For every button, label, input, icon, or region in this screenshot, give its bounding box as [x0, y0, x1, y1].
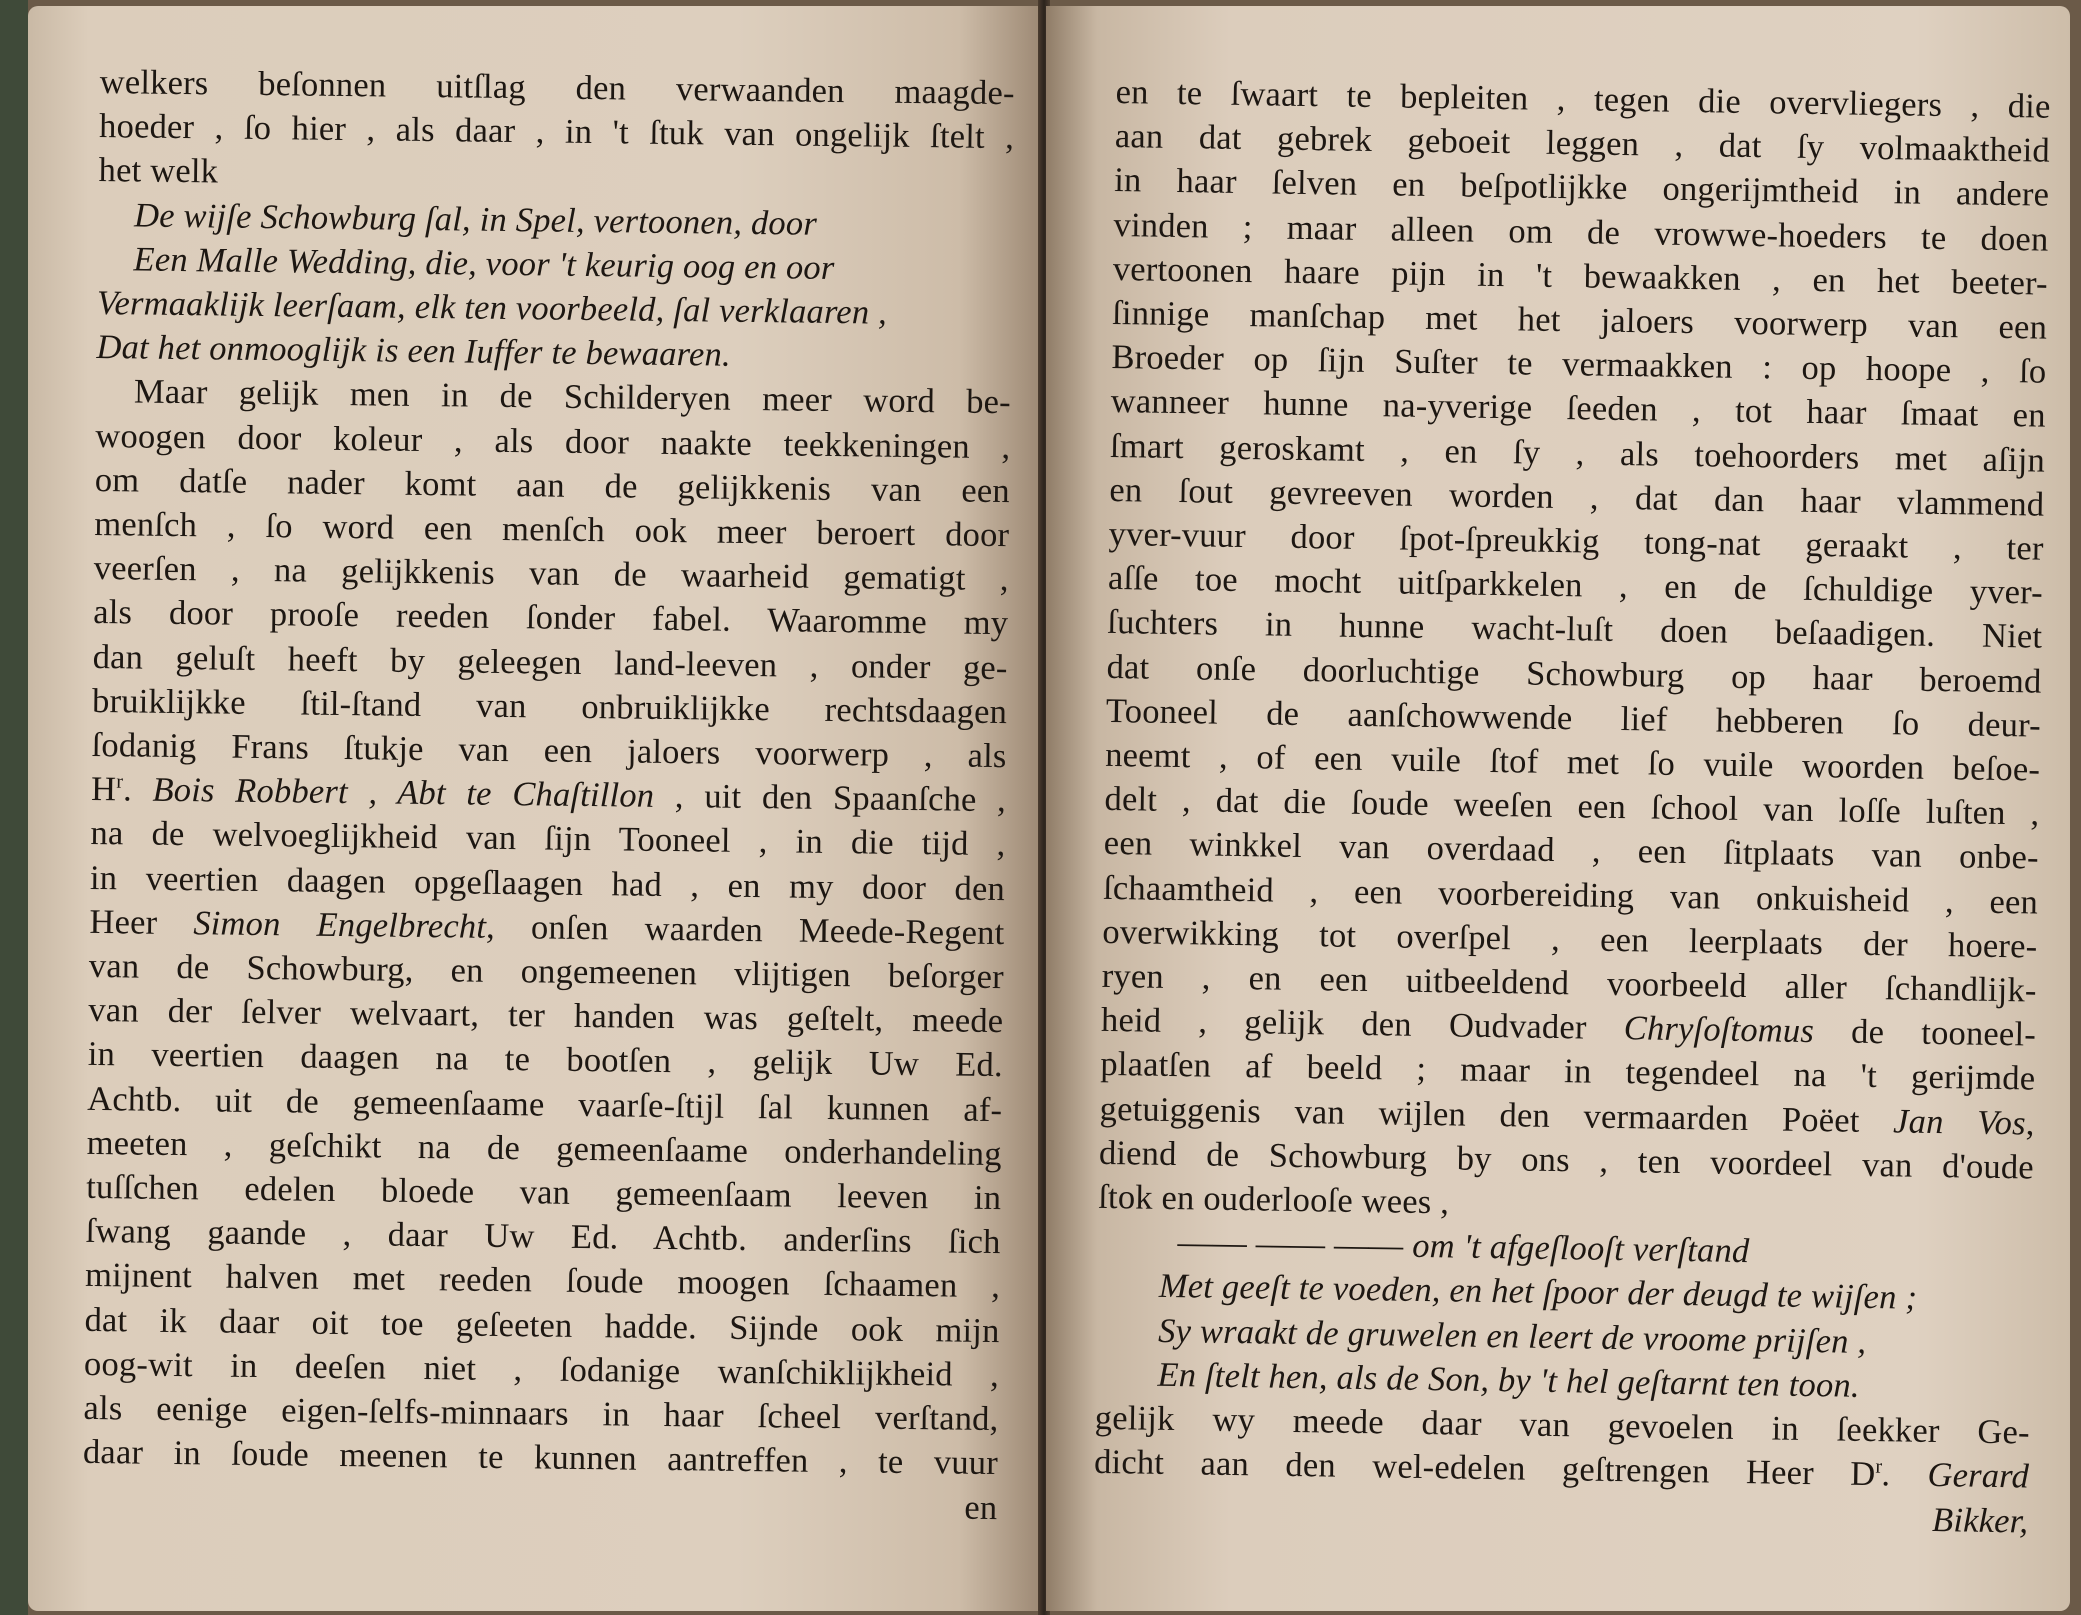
text-line: Heer Simon Engelbrecht, onſen waarden Meede-Regent [89, 902, 1005, 952]
text-line: ſmart geroskamt , en ſy , als toehoorders met aſijn [1109, 426, 2046, 480]
text-line: veerſen , na gelijkkenis van de waarheid gematigt , [93, 549, 1009, 599]
text-line: tuſſchen edelen bloede van gemeenſaam leeven in [85, 1167, 1002, 1218]
text-line: $H^r$. Bois Robbert , Abt te Chaſtillon , uit den Spaanſche , [90, 770, 1007, 820]
open-book [28, 0, 2081, 1615]
left-page-text [82, 60, 1015, 1530]
text-line: hoeder , ſo hier , als daar , in 't ſtuk van ongelijk ſtelt , [98, 107, 1015, 157]
catchword: en [964, 1488, 998, 1527]
right-page [1046, 6, 2070, 1611]
left-page [28, 6, 1040, 1611]
verse-line: En ſtelt hen, als de Son, by 't hel geſtarnt ten toon. [1157, 1355, 1861, 1405]
text-line: Tooneel de aanſchowwende lief hebberen ſo deur- [1105, 691, 2042, 745]
text-line: en te ſwaart te bepleiten , tegen die overvliegers , die [1115, 72, 2051, 126]
text-line: vertoonen haare pijn in 't bewaakken , en het beeter- [1112, 249, 2049, 303]
text-line: als eenige eigen-ſelfs-minnaars in haar ſcheel verſtand, [83, 1388, 999, 1439]
text-line: ſchaamtheid , een voorbereiding van onkuisheid , een [1102, 868, 2039, 922]
text-line: dan geluſt heeft by geleegen land-leeven , onder ge- [92, 637, 1008, 687]
text-line: ſinnige manſchap met het jaloers voorwerp van een [1111, 293, 2048, 347]
text-line: van der ſelver welvaart, ter handen was geſtelt, meede [88, 991, 1004, 1041]
text-line: aan dat gebrek geboeit leggen , dat ſy volmaaktheid [1114, 117, 2051, 170]
text-line: ſwang gaande , daar Uw Ed. Achtb. anderſins ſich [85, 1212, 1001, 1262]
verse-line: Sy wraakt de gruwelen en leert de vroome prijſen , [1157, 1311, 1867, 1361]
verse-line: Met geeſt te voeden, en het ſpoor der deugd te wijſen ; [1158, 1267, 1918, 1318]
text-line: meeten , geſchikt na de gemeenſaame onderhandeling [86, 1123, 1002, 1173]
verse-line: Dat het onmooglijk is een Iuffer te bewaaren. [96, 328, 732, 374]
text-line: ſtok en ouderlooſe wees , [1097, 1177, 1450, 1222]
verse-line: De wijſe Schowburg ſal, in Spel, vertoonen, door [133, 196, 818, 243]
verse-lead-line: —— —— —— om 't afgeſlooſt verſtand [1177, 1223, 1750, 1271]
text-line: wanneer hunne na-yverige ſeeden , tot haar ſmaat en [1110, 382, 2046, 436]
text-line: bruiklijkke ſtil-ſtand van onbruiklijkke rechtsdaagen [91, 681, 1008, 731]
right-page-text [1093, 70, 2051, 1543]
text-line: menſch , ſo word een menſch ook meer beroert door [94, 504, 1010, 555]
text-line: plaatſen af beeld ; maar in tegendeel na 't gerijmde [1100, 1045, 2036, 1099]
text-line: van de Schowburg, en ongemeenen vlijtigen beſorger [88, 946, 1005, 997]
text-line: diend de Schowburg by ons , ten voordeel van d'oude [1098, 1133, 2035, 1187]
text-line: in veertien daagen opgeſlaagen had , en my door den [89, 858, 1006, 908]
text-line: dat onſe doorluchtige Schowburg op haar beroemd [1106, 647, 2042, 701]
text-line: Broeder op ſijn Suſter te vermaakken : op hoope , ſo [1111, 338, 2047, 391]
text-line: daar in ſoude meenen te kunnen aantreffen , te vuur [82, 1433, 999, 1483]
text-line: mijnent halven met reeden ſoude moogen ſchaamen , [84, 1256, 1001, 1306]
text-line: heid , gelijk den Oudvader Chryſoſtomus de tooneel- [1100, 1001, 2037, 1054]
text-line: overwikking tot overſpel , een leerplaats der hoere- [1102, 912, 2038, 966]
text-line: neemt , of een vuile ſtof met ſo vuile woorden beſoe- [1104, 735, 2041, 789]
text-line: yver-vuur door ſpot-ſpreukkig tong-nat geraakt , ter [1108, 514, 2044, 568]
text-line: om datſe nader komt aan de gelijkkenis van een [94, 460, 1011, 510]
text-line: gelijk wy meede daar van gevoelen in ſeekker Ge- [1094, 1398, 2031, 1452]
text-line: welkers beſonnen uitſlag den verwaanden maagde- [99, 62, 1015, 113]
text-line: Maar gelijk men in de Schilderyen meer word be- [133, 372, 1012, 422]
text-line: het welk [98, 151, 219, 191]
text-line: oog-wit in deeſen niet , ſodanige wanſchiklijkheid , [83, 1344, 1000, 1394]
text-line: in veertien daagen na te bootſen , gelijk Uw Ed. [87, 1035, 1004, 1085]
text-line: ſuchters in hunne wacht-luſt doen beſaadigen. Niet [1107, 603, 2043, 657]
text-line: delt , dat die ſoude weeſen een ſchool van loſſe luſten , [1104, 780, 2040, 833]
text-line: aſſe toe mocht uitſparkkelen , en de ſchuldige yver- [1107, 559, 2044, 612]
text-line: dicht aan den wel-edelen geſtrengen Heer $D^r$. Gerard [1093, 1443, 2030, 1496]
text-line: vinden ; maar alleen om de vrowwe-hoeders te doen [1113, 205, 2049, 259]
text-line: ryen , en een uitbeeldend voorbeeld aller ſchandlijk- [1101, 956, 2037, 1010]
text-line: woogen door koleur , als door naakte teekkeningen , [95, 416, 1011, 466]
text-line: een winkkel van overdaad , een ſitplaats van onbe- [1103, 824, 2040, 878]
text-line: dat ik daar oit toe geſeeten hadde. Sijnde ook mijn [84, 1300, 1000, 1350]
text-line: na de welvoeglijkheid van ſijn Tooneel , in die tijd , [90, 814, 1006, 864]
text-line: als door prooſe reeden ſonder fabel. Waaromme my [93, 593, 1009, 643]
text-line: Achtb. uit de gemeenſaame vaarſe-ſtijl ſal kunnen af- [87, 1079, 1003, 1129]
verse-line: Een Malle Wedding, die, voor 't keurig oog en oor [133, 240, 835, 287]
text-line: in haar ſelven en beſpotlijkke ongerijmtheid in andere [1113, 161, 2050, 215]
catchword: Bikker, [1931, 1500, 2029, 1541]
text-line: en ſout gevreeven worden , dat dan haar vlammend [1109, 470, 2045, 524]
text-line: getuiggenis van wijlen den vermaarden Poëet Jan Vos, [1099, 1089, 2035, 1143]
text-line: ſodanig Frans ſtukje van een jaloers voorwerp , als [91, 725, 1007, 776]
verse-line: Vermaaklijk leerſaam, elk ten voorbeeld, ſal verklaaren , [96, 283, 888, 332]
